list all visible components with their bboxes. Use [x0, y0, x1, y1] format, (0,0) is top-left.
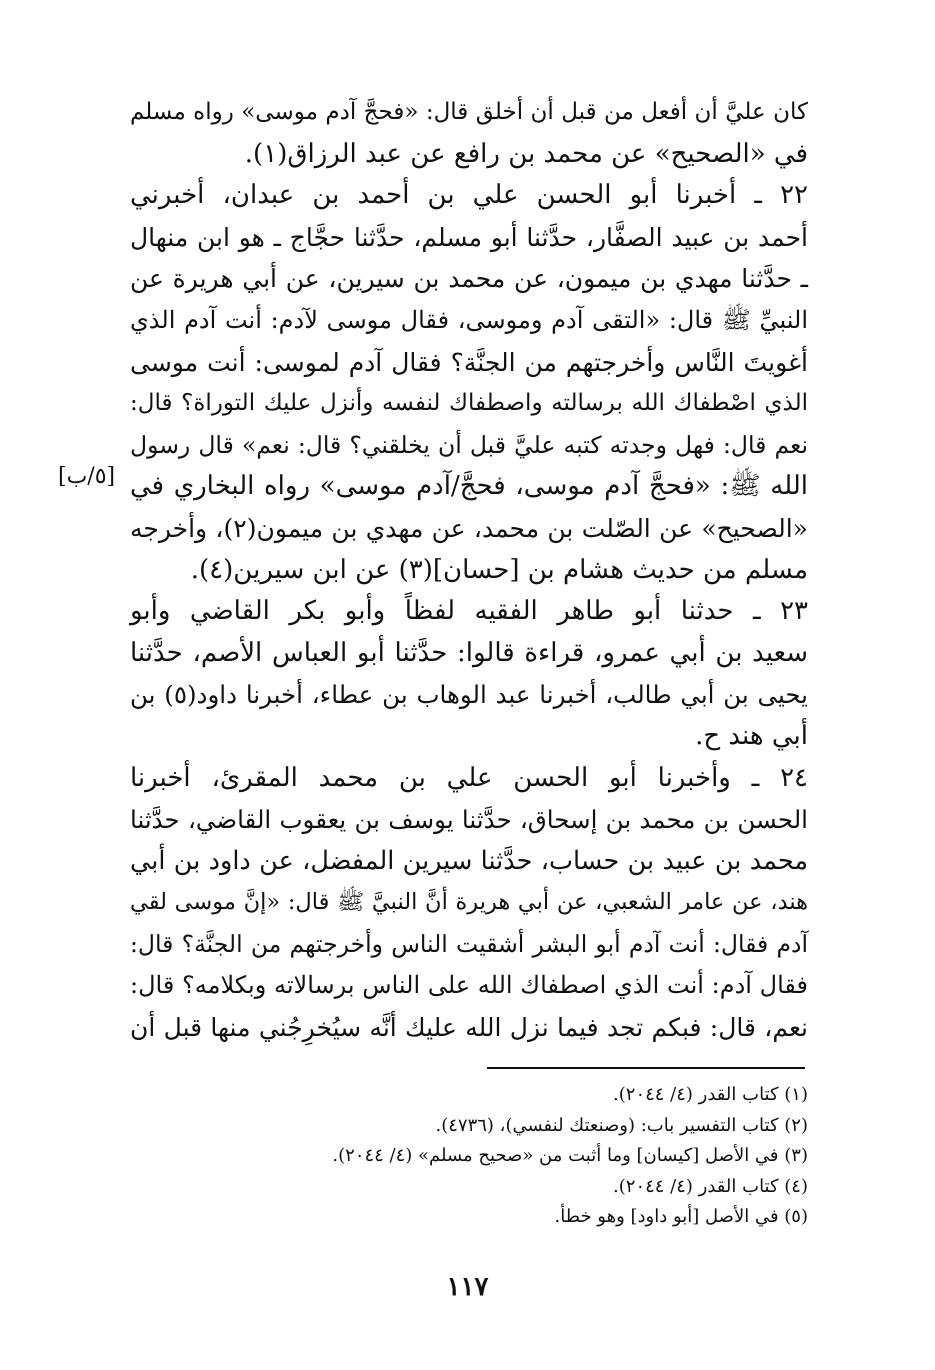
text-line: النبيِّ ﷺ قال: «التقى آدم وموسى، فقال موسى لآدم: أنت آدم الذي — [130, 305, 808, 334]
text-line: آدم فقال: أنت آدم أبو البشر أشقيت الناس وأخرجتهم من الجنَّة؟ قال: — [130, 929, 808, 958]
text-line: أحمد بن عبيد الصفَّار، حدَّثنا أبو مسلم، حدَّثنا حجَّاج ـ هو ابن منهال — [130, 222, 808, 252]
footnote: (٤) كتاب القدر (٤/ ٢٠٤٤). — [613, 1175, 808, 1197]
manuscript-folio-marker: [٥/ب] — [58, 464, 116, 489]
text-line: ٢٣ ـ حدثنا أبو طاهر الفقيه لفظاً وأبو بكر القاضي وأبو — [130, 596, 808, 627]
text-line: محمد بن عبيد بن حساب، حدَّثنا سيرين المفضل، عن داود بن أبي — [130, 845, 808, 876]
text-line: سعيد بن أبي عمرو، قراءة قالوا: حدَّثنا أبو العباس الأصم، حدَّثنا — [130, 637, 808, 668]
text-line: يحيى بن أبي طالب، أخبرنا عبد الوهاب بن عطاء، أخبرنا داود(٥) بن — [130, 680, 808, 710]
text-line: هند، عن عامر الشعبي، عن أبي هريرة أنَّ النبيَّ ﷺ قال: «إنَّ موسى لقي — [130, 889, 808, 916]
text-line: ٢٤ ـ وأخبرنا أبو الحسن علي بن محمد المقرئ، أخبرنا — [130, 762, 808, 793]
text-line: نعم، قال: فبكم تجد فيما نزل الله عليك أنَّه سيُخرِجُني منها قبل أن — [130, 1013, 808, 1043]
text-line: الله ﷺ: «فحجَّ آدم موسى، فحجَّ/آدم موسى» رواه البخاري في — [130, 471, 808, 502]
footnote: (٣) في الأصل [كيسان] وما أثبت من «صحيح مسلم» (٤/ ٢٠٤٤). — [332, 1145, 808, 1166]
text-line: أبي هند ح. — [695, 720, 808, 751]
text-line: أغويتَ النَّاس وأخرجتهم من الجنَّة؟ فقال آدم لموسى: أنت موسى — [130, 347, 808, 377]
text-line: ـ حدَّثنا مهدي بن ميمون، عن محمد بن سيرين، عن أبي هريرة عن — [130, 264, 808, 294]
text-line: فقال آدم: أنت الذي اصطفاك الله على الناس برسالاته وبكلامه؟ قال: — [130, 971, 808, 1000]
text-line: «الصحيح» عن الصّلت بن محمد، عن مهدي بن ميمون(٢)، وأخرجه — [130, 513, 808, 543]
main-text — [130, 92, 808, 1049]
footnotes — [200, 1080, 808, 1233]
text-line: نعم قال: فهل وجدته كتبه عليَّ قبل أن يخلقني؟ قال: نعم» قال رسول — [130, 430, 808, 459]
footnote: (٢) كتاب التفسير باب: (وصنعتك لنفسي)، (٤٧٣٦). — [435, 1114, 808, 1136]
text-line: مسلم من حديث هشام بن [حسان](٣) عن ابن سيرين(٤). — [190, 554, 808, 585]
text-line: الحسن بن محمد بن إسحاق، حدَّثنا يوسف بن يعقوب القاضي، حدَّثنا — [130, 805, 808, 835]
footnote-separator — [487, 1067, 805, 1069]
text-line: في «الصحيح» عن محمد بن رافع عن عبد الرزاق(١). — [244, 138, 808, 169]
text-line: كان عليَّ أن أفعل من قبل أن أخلق قال: «فحجَّ آدم موسى» رواه مسلم — [130, 99, 808, 125]
page-number: ١١٧ — [446, 1272, 489, 1302]
text-line: الذي اصْطفاك الله برسالته واصطفاك لنفسه وأنزل عليك التوراة؟ قال: — [130, 390, 808, 417]
footnote: (١) كتاب القدر (٤/ ٢٠٤٤). — [613, 1084, 808, 1105]
text-line: ٢٢ ـ أخبرنا أبو الحسن علي بن أحمد بن عبدان، أخبرني — [130, 180, 808, 211]
footnote: (٥) في الأصل [أبو داود] وهو خطأ. — [554, 1206, 808, 1227]
